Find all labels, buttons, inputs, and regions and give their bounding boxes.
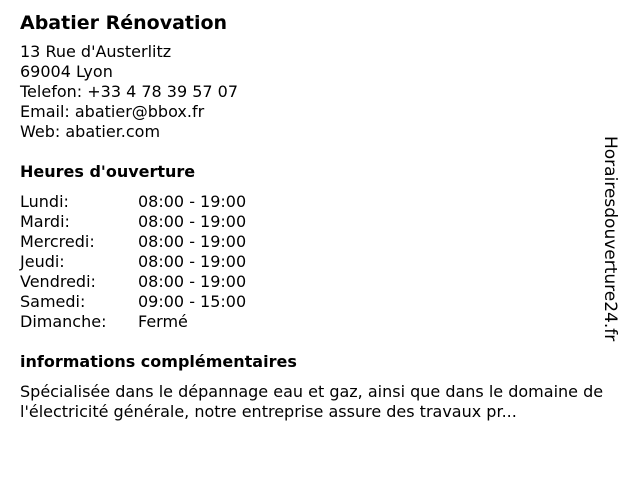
opening-hours-table (20, 192, 620, 332)
address-city: 69004 Lyon (20, 62, 113, 81)
email-line: Email: abatier@bbox.fr (20, 102, 205, 121)
hours-row-dimanche (20, 312, 620, 332)
web-line: Web: abatier.com (20, 122, 161, 141)
hours-row-mardi (20, 212, 620, 232)
hours-time: 08:00 - 19:00 (138, 212, 247, 231)
hours-time: 09:00 - 15:00 (138, 292, 247, 311)
hours-day: Samedi: (20, 292, 86, 311)
hours-day: Lundi: (20, 192, 69, 211)
hours-time: 08:00 - 19:00 (138, 272, 247, 291)
business-name: Abatier Rénovation (20, 12, 228, 34)
hours-day: Mardi: (20, 212, 70, 231)
site-watermark-text: Horairesdouverture24.fr (600, 136, 620, 342)
hours-time: Fermé (138, 312, 188, 331)
opening-hours-heading: Heures d'ouverture (20, 162, 196, 181)
hours-day: Vendredi: (20, 272, 96, 291)
phone-line: Telefon: +33 4 78 39 57 07 (20, 82, 239, 101)
hours-day: Dimanche: (20, 312, 107, 331)
hours-day: Jeudi: (20, 252, 65, 271)
hours-row-vendredi (20, 272, 620, 292)
hours-time: 08:00 - 19:00 (138, 232, 247, 251)
hours-row-mercredi (20, 232, 620, 252)
hours-time: 08:00 - 19:00 (138, 252, 247, 271)
hours-row-samedi (20, 292, 620, 312)
business-card (20, 10, 620, 422)
additional-info-text: Spécialisée dans le dépannage eau et gaz, ainsi que dans le domaine de l'électricité générale, notre entreprise assure des travaux pr... (20, 382, 604, 421)
hours-row-lundi (20, 192, 620, 212)
hours-day: Mercredi: (20, 232, 95, 251)
address-street: 13 Rue d'Austerlitz (20, 42, 172, 61)
additional-info-heading: informations complémentaires (20, 352, 297, 371)
hours-time: 08:00 - 19:00 (138, 192, 247, 211)
hours-row-jeudi (20, 252, 620, 272)
